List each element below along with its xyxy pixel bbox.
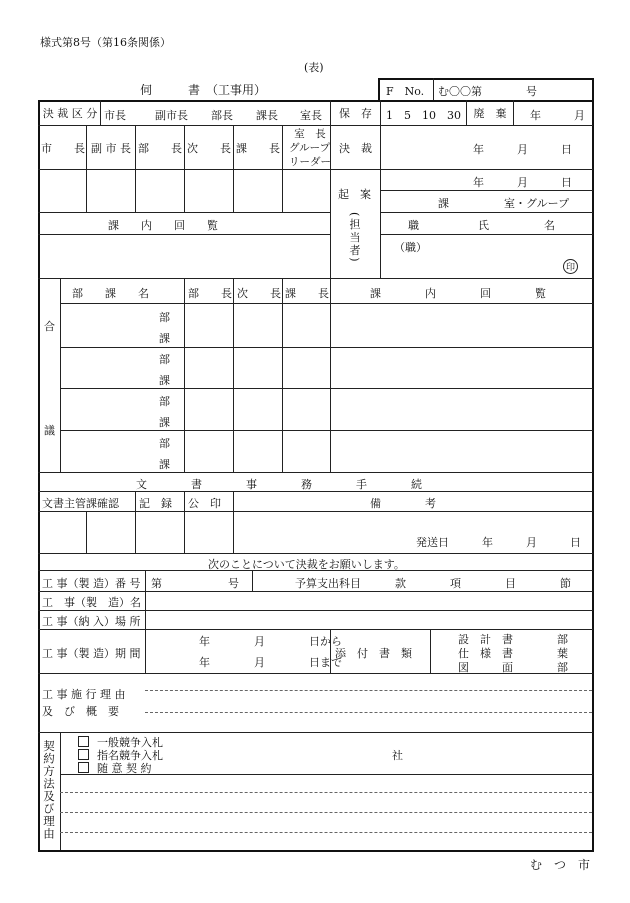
attachment-design[interactable]: 設 計 書 部 (458, 633, 568, 646)
retention-years[interactable]: 1 5 10 30 (386, 109, 461, 122)
consult-row-3-bu: 部 (159, 395, 170, 408)
group-leader-seal-box[interactable] (283, 170, 330, 212)
consult-row-4-bu: 部 (159, 437, 170, 450)
project-location-field[interactable] (146, 611, 592, 629)
seal-icon: 印 (563, 259, 578, 274)
consult-chief-header: 課 長 (285, 287, 329, 300)
director-seal-box[interactable] (136, 170, 184, 212)
section-chief-option: 課長 (256, 109, 278, 122)
budget-label: 予算支出科目 (295, 577, 361, 590)
checkbox-icon[interactable] (78, 736, 89, 747)
mayor-seal-header: 市 長 (41, 141, 85, 155)
project-name-field[interactable] (146, 592, 592, 610)
project-location-label: 工 事（納 入）場 所 (42, 615, 141, 628)
project-number-label: 工 事（製 造）番 号 (42, 577, 141, 590)
dept-name-header: 部 課 名 (72, 287, 149, 300)
deputy-seal-box[interactable] (185, 170, 233, 212)
consult-deputy-header: 次 長 (237, 287, 281, 300)
consultation-label-1: 合 (44, 320, 55, 333)
checkbox-icon[interactable] (78, 762, 89, 773)
group-leader-seal-header: 室 長 グループ リーダー (289, 128, 331, 168)
budget-items[interactable]: 款 項 目 節 (395, 577, 571, 590)
form-number: 様式第8号（第16条関係） (40, 36, 171, 49)
project-period-label: 工 事（製 造）期 間 (42, 647, 141, 660)
director-option: 部長 (211, 109, 233, 122)
official-seal-header: 公 印 (188, 497, 221, 510)
reason-label-1: 工 事 施 行 理 由 (42, 688, 126, 701)
f-no-label: F No. (386, 85, 425, 98)
disposal-date[interactable]: 年 月 (530, 109, 585, 122)
project-number-field[interactable]: 第 号 (151, 577, 239, 590)
internal-circulation-field[interactable] (40, 235, 330, 278)
send-date[interactable]: 発送日 年 月 日 (416, 536, 581, 549)
consult-row-2-ka: 課 (159, 374, 170, 387)
director-seal-header: 部 長 (138, 141, 182, 155)
vice-mayor-seal-box[interactable] (87, 170, 135, 212)
draft-department[interactable]: 課 室・グループ (438, 197, 570, 210)
section-chief-seal-box[interactable] (234, 170, 282, 212)
disposal-label: 廃 棄 (473, 107, 507, 120)
draft-date[interactable]: 年 月 日 (473, 176, 572, 189)
draft-label: 起 案 (338, 188, 371, 201)
company-label: 社 (392, 749, 403, 762)
checkbox-icon[interactable] (78, 749, 89, 760)
f-no-value[interactable]: む〇〇第 号 (438, 85, 537, 98)
option-negotiated[interactable]: 随 意 契 約 (78, 760, 152, 776)
page-title: 伺 書 （工事用） (140, 83, 267, 97)
consult-row-1-ka: 課 (159, 332, 170, 345)
period-to[interactable]: 年 月 日まで (199, 656, 342, 669)
decision-date[interactable]: 年 月 日 (473, 143, 572, 156)
consult-row-1-bu: 部 (159, 311, 170, 324)
contract-method-label: 契約方法及び理由 (42, 740, 56, 840)
decision-label: 決 裁 (339, 141, 372, 155)
position-header: 職 (408, 219, 419, 232)
project-name-label: 工 事（製 造）名 (42, 596, 141, 609)
option-nominated-bid[interactable]: 指名競争入札 (78, 747, 163, 763)
request-text: 次のことについて決裁をお願いします。 (208, 558, 405, 571)
reason-label-2: 及 び 概 要 (42, 705, 119, 718)
position-field[interactable]: （職） (394, 241, 427, 254)
mayor-seal-box[interactable] (40, 170, 86, 212)
city-name: む つ 市 (530, 858, 591, 872)
period-from[interactable]: 年 月 日から (199, 635, 342, 648)
document-procedure-title: 文 書 事 務 手 続 (136, 478, 422, 491)
vice-mayor-seal-header: 副 市 長 (91, 141, 131, 155)
attachment-drawing[interactable]: 図 面 部 (458, 661, 568, 674)
consult-row-2-bu: 部 (159, 353, 170, 366)
mayor-option: 市長 (104, 109, 126, 122)
retention-label: 保 存 (339, 107, 372, 120)
option-open-bid[interactable]: 一般競争入札 (78, 734, 163, 750)
name-header: 氏 名 (478, 219, 555, 232)
deputy-seal-header: 次 長 (187, 141, 231, 155)
consultation-label-2: 議 (44, 424, 55, 437)
internal-circulation-label: 課 内 回 覧 (108, 219, 218, 232)
consult-director-header: 部 長 (188, 287, 232, 300)
consult-circulation-header: 課 内 回 覧 (370, 287, 546, 300)
side-label: (表) (304, 61, 324, 74)
consult-row-3-ka: 課 (159, 416, 170, 429)
vice-mayor-option: 副市長 (155, 109, 188, 122)
attachments-label: 添 付 書 類 (335, 647, 412, 660)
person-in-charge-label: (担当者) (348, 212, 361, 264)
section-chief-seal-header: 課 長 (236, 141, 280, 155)
document-check-header: 文書主管課確認 (42, 497, 119, 510)
consult-row-4-ka: 課 (159, 458, 170, 471)
record-header: 記 録 (139, 497, 172, 510)
attachment-spec[interactable]: 仕 様 書 葉 (458, 647, 568, 660)
remarks-header: 備 考 (370, 497, 436, 510)
kessai-kubun-label: 決 裁 区 分 (42, 107, 98, 120)
office-chief-option: 室長 (300, 109, 322, 122)
